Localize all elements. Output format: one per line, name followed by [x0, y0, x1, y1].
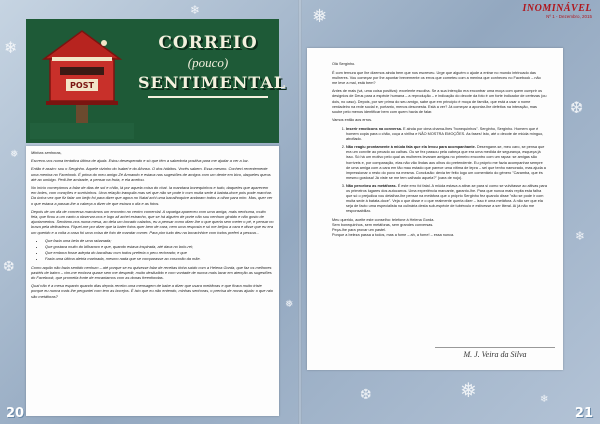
advice-reply — [332, 62, 547, 238]
snowflake-icon: ❅ — [285, 299, 294, 310]
error-item — [346, 184, 547, 215]
left-page-letter — [26, 146, 279, 416]
reply-paragraph: É com ternura que lhe dizemos ainda bem que nos escreveu. Urge que alguém o ajude a entrar no mundo intrincado das mulheres. Vou começar por lhe apontar brevemente os erros que cometeu com a menina que conheceu no Facebook – não me leve a mal, está bem? — [332, 70, 541, 85]
error-text: E ainda por cima chama-lhes "bonequinhos". Serginho, Serginho. Homem que é homem copia para o chão, coça a virilha e NÃO MOSTRA EMOÇÕES. As fases! Isto, até o decote de miúda mínguo, atrofiado. — [346, 126, 544, 142]
masthead — [523, 3, 592, 19]
author-signature: M. J. Veira da Silva — [435, 347, 555, 362]
snowflake-icon: ❅ — [10, 149, 19, 160]
masthead-issue: Nº 1 - Dezembro, 2015 — [546, 14, 592, 19]
letter-bullet-list — [31, 238, 274, 262]
closing-line: Sem bonequinhos, sem metáforas, sem grandes conversas. — [332, 223, 434, 228]
page-number-left: 20 — [6, 406, 25, 421]
right-page-reply — [307, 48, 563, 370]
reply-paragraph: Vamos então aos erros. — [332, 118, 373, 123]
reply-paragraph: Antes de mais (vá, uma coisa positiva): excelente escolha. Se a sua intenção era encontrar uma moça com quem cumprir os desígnios de Deus para a espécie humana – a reprodução – e indicação do decote da foto é um forte indicador de certezas (ou dois, no caso). Depois, por ser prima do seu amigo, sabe que em princípio é moça de família, que está a usar o nome verdadeiro na rede social e, portanto, menos desonesta. Está a ver? Já começar a apontar-lhe defeitos na interação, mas soube pelo menos identificar bem com quem havia de falar. — [332, 89, 547, 114]
title-line-1: CORREIO — [158, 33, 258, 53]
snowflake-icon: ❆ — [570, 98, 584, 117]
letter-bullet: • Fazia uma última aletria marinada, mesmo nada que se comparasse ao coscorão da mãe. — [45, 256, 274, 261]
reply-greeting: Olá Serginho. — [332, 62, 356, 66]
error-item — [346, 127, 547, 142]
closing-line: Peça-lhe para provar um pastel. — [332, 228, 387, 233]
snowflake-icon: ❄ — [575, 229, 586, 243]
error-item — [346, 145, 547, 181]
letter-paragraph: No início começámos a falar de dias de sol e chão, lá por aquela coisa do chat. Ia mandava bonequinhos e tudo, daqueles que aparecem em boles, com corações e sorrisinhos. Uma relação tranquila mas sei que não se pode ir com muita sede à batata-doce pois pode marchar. Da única vez que fiz falar um beijo foi para dizer que agora no Natal achi uma bacalhoquice andaram todos a olhar para mim. Mas, quer ver o que estava a passar-lhe a cabeça a dizer de que estava o dia e as fotos. — [31, 185, 273, 206]
closing-line: Porque a beleza passa a todos, mas a fome – ah, a fome! – essa nunca. — [332, 233, 455, 238]
letter-paragraph: Depois de um dia de conversa marcámos um encontro no centro comercial. A rapariga apareceu com uma amiga, mais nenhuma, muito feia, que ficou a um canto a observar-nos e logo ali achei estranho, que se há alguém de porte não sou nenhum giraldo e não gosto de ajuntamentos. Sentámo-nos numa mesa, ao dela um bocado calados, eu a pensar como dizer-lhe o que queria sem meter o pé, e pensar no brava pela delicadeza. Fiquei-me por dizer que ia bater fotos quer bem de cara, nem uma resposta e só me beijou a cara e disse que eu era um querido e a volta a casa foi uma coisa de foto de mandar comer. Para pior tudo deu na bocarinhice com todos preferi a pessoa... — [31, 208, 274, 235]
title-line-3: SENTIMENTAL — [138, 73, 286, 92]
snowflake-icon: ❄ — [190, 3, 201, 17]
page-number-right: 21 — [574, 406, 593, 421]
reader-letter — [31, 150, 274, 302]
snowflake-icon: ❄ — [4, 38, 18, 57]
letter-bullet: • Que embora fosse adepta do bacalhau com todos preferia o peru recheado; e que — [45, 250, 274, 255]
errors-list — [332, 127, 547, 215]
mailbox-label: POST — [70, 81, 94, 90]
letter-greeting: Minhas senhoras, — [31, 150, 62, 155]
closing-line: Meu querido, aceite este conselho: telefone à Helena Gorda. — [332, 217, 435, 222]
letter-paragraph: Qual não é a mesa espanto quando dias depois recebo uma mensagem de babe a dizer que usara metáforas e que ficara muito triste porque eu nunca mais lhe perguntei com tem as bocejos. É isto que eu não entendo, minhas senhoras, o precisa de novas ajuda: o que raio são metáforas? — [31, 283, 274, 299]
error-text: Desengane-se, meu caro, se pensa que era um convite ao pecado ao calhas. Ou se fez passou pela cabeça que era uma medida de segurança, esqueça já isso. Só há um motivo pelo qual as mulheres levaram amigas no primeiro encontro com um rapaz: se amigas são horríveis e, por comparação, elas não vão lindas aos olhos do pretendente. Eu próprio me fazia acompanhar sempre de uma amiga com a cara em tão mau estado que parece uma vítima de lepra – sei que tenho namorado, mas ajuda a impressionar o resto do povo na mesma. Conclusão: devia ter feito logo um comentário do género "Caramba, que és mesmo gostosa! Já viste se me tem calhado aquela?" (cara de nojo). — [346, 145, 546, 180]
letter-paragraph: Então é assim: sou o Serginho. Aquele vizinho do Isabel e do Afonso. O dos hábitos. Vocês sabem. Essa mesmo. Conheci recentemente uma menina no Facebook. É prima do meu amigo Zé Armando e estava nas sugestões de amigos com um dente em bico, daqueles queus até ao umbigo. Pedi-lhe amizade, a pensar na fruta, e ela aceitou. — [31, 166, 271, 182]
header-title — [138, 33, 286, 98]
snowflake-icon: ❅ — [460, 378, 477, 402]
masthead-title: INOMINÁVEL — [522, 3, 592, 14]
mailbox-icon — [30, 23, 134, 139]
error-title: Não reagiu prontamente à miúda fala que ela levou para acompanhante. — [346, 145, 476, 150]
snowflake-icon: ❆ — [360, 387, 372, 403]
error-title: Não percebeu as metáforas. — [346, 183, 397, 188]
snowflake-icon: ❄ — [540, 394, 549, 405]
letter-paragraph: Como aquilo não fazia sentido nenhum – até porque se eu quisesse falar de receitas tinha saído com a Helena Gorda, que faz os melhores pastéis de bairro – vim-me embora quase sem me despedir, muito desiludido e com vontade de nunca mais lavar em atenção as sugestões do Facebook, que prometia fonte de encantamos com as donas freenfondas. — [31, 264, 272, 281]
letter-bullet: • Que fazia uma bela de uma rabanada; — [45, 238, 274, 243]
section-header — [26, 19, 286, 143]
snowflake-icon: ❅ — [312, 6, 328, 27]
letter-paragraph: Escrevo-vos numa tentativa última de ajuda. Estou desesperado e só que têm a sabedoria positiva para me ajudar a ver a luz. — [31, 158, 249, 164]
letter-bullet: • Que gostava muito do bilharaco e que, quando estava inspirada, até dava no bolo-rei; — [45, 244, 274, 249]
page-gutter — [298, 0, 302, 424]
title-line-2: (pouco) — [187, 55, 229, 70]
error-title: Inserir emoticons na conversa. — [346, 126, 402, 131]
error-text: É este erro foi fatal. A miúda estava a atirar-se para si como se vulvitasse ao altivas para os primeiros lugares dos autocarros. Uma experiência marcante, garanto-lhe. Para que nunca mais repita esta falha que só o prejudica vou detalhar-lhe pensar na metáfora que o próprio Serginho fez quando disse "não se pode ir com muita sede à batata-doce". Veja o que disse e o que realmente queria dizer – isso é uma metáfora. A não ser que ela seja de facto uma especialista na culinária desta sub-espécie de tubérculo e estivesse a ser literal. Aí já não me responsabilizo. — [346, 183, 547, 214]
snowflake-icon: ❆ — [3, 259, 15, 275]
title-underline — [148, 96, 268, 98]
